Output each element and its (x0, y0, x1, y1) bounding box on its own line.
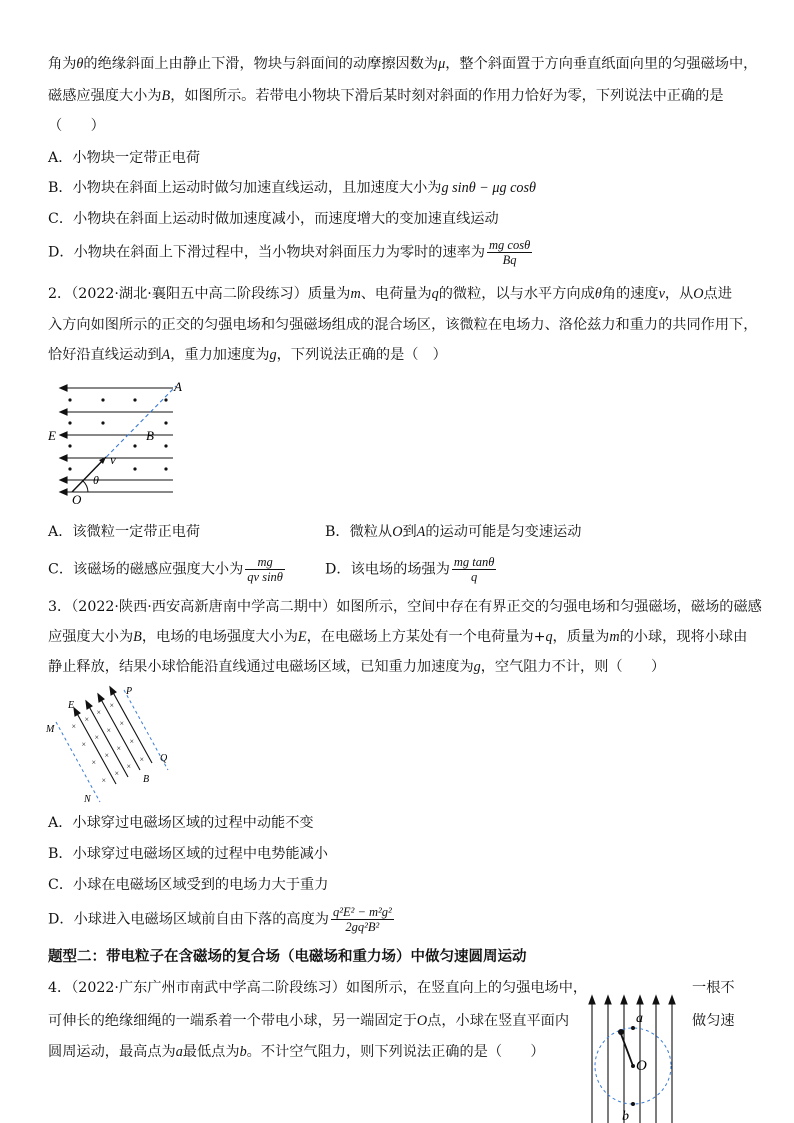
q4-stem-line3: 圆周运动，最高点为a最低点为b。不计空气阻力，则下列说法正确的是（ ） (48, 1044, 545, 1060)
q3-label-E: E (68, 700, 75, 711)
q2-label-B: B (146, 428, 154, 443)
q2-option-a: A．该微粒一定带正电荷 (48, 524, 201, 540)
q2-label-O: O (72, 492, 82, 505)
q3-label-Q: Q (160, 753, 168, 764)
q1-stem-line1: 角为θ的绝缘斜面上由静止下滑，物块与斜面间的动摩擦因数为μ，整个斜面置于方向垂直纸面向里的匀强磁场中， (48, 56, 758, 72)
svg-text:×: × (106, 726, 112, 735)
q2-stem-line2: 入方向如图所示的正交的匀强电场和匀强磁场组成的混合场区，该微粒在电场力、洛伦兹力和重力的共同作用下， (48, 317, 758, 333)
q1-answer-blank: （ ） (48, 118, 105, 134)
q3-stem-line3: 静止释放，结果小球恰能沿直线通过电磁场区域，已知重力加速度为g，空气阻力不计，则（ ） (48, 659, 666, 675)
q4-stem-line1-right: 一根不 (692, 980, 735, 996)
q1-option-a: A．小物块一定带正电荷 (48, 150, 201, 166)
q4-stem-line2: 可伸长的绝缘细绳的一端系着一个带电小球，另一端固定于O点，小球在竖直平面内 (48, 1013, 570, 1029)
svg-text:×: × (126, 762, 132, 771)
q3-label-M: M (46, 724, 55, 735)
svg-text:×: × (101, 776, 107, 785)
q2-stem-line3: 恰好沿直线运动到A，重力加速度为g，下列说法正确的是（ ） (48, 347, 447, 363)
q2-label-v: v (110, 452, 116, 467)
q4-label-a: a (636, 1011, 643, 1026)
svg-text:×: × (81, 740, 87, 749)
svg-text:×: × (94, 733, 100, 742)
svg-text:×: × (119, 719, 125, 728)
q2-option-c-fraction: $\frac{mg}{\text{qv sinθ}}$ (247, 555, 283, 584)
q1-option-b: B．小物块在斜面上运动时做匀加速直线运动，且加速度大小为g sinθ − μg cosθ (48, 180, 536, 196)
q1-option-d: D．小物块在斜面上下滑过程中，当小物块对斜面压力为零时的速率为 $\frac{\text{mg cosθ}}{Bq}$ (48, 238, 531, 267)
q1-option-c: C．小物块在斜面上运动时做加速度减小，而速度增大的变加速直线运动 (48, 211, 499, 227)
svg-text:×: × (96, 708, 102, 717)
svg-text:×: × (129, 737, 135, 746)
q4-label-O: O (636, 1058, 647, 1074)
q3-label-P: P (126, 686, 133, 697)
q3-figure (44, 684, 174, 806)
q2-option-d: D．该电场的场强为 $\frac{\text{mg tanθ}}{q}$ (325, 555, 495, 584)
q2-stem-line1: 2．（2022·湖北·襄阳五中高二阶段练习）质量为m、电荷量为q的微粒，以与水平方向成θ角的速度v，从O点进 (48, 286, 732, 302)
svg-text:×: × (109, 701, 115, 710)
q4-stem-line2-right: 做匀速 (692, 1013, 735, 1029)
q3-option-c: C．小球在电磁场区域受到的电场力大于重力 (48, 877, 329, 893)
svg-text:×: × (139, 755, 145, 764)
q2-label-A: A (174, 380, 182, 394)
q3-stem-line2: 应强度大小为B，电场的电场强度大小为E，在电磁场上方某处有一个电荷量为+q，质量为m的小球，现将小球由 (48, 629, 748, 645)
svg-text:×: × (91, 758, 97, 767)
q3-option-b: B．小球穿过电磁场区域的过程中电势能减小 (48, 846, 328, 862)
q3-label-B: B (143, 774, 150, 785)
q4-stem-line1: 4．（2022·广东广州市南武中学高二阶段练习）如图所示，在竖直向上的匀强电场中， (48, 980, 588, 996)
q1-stem-line2: 磁感应强度大小为B，如图所示。若带电小物块下滑后某时刻对斜面的作用力恰好为零，下列说法中正确的是 (48, 88, 724, 104)
q2-option-b: B．微粒从O到A的运动可能是匀变速运动 (325, 524, 582, 540)
svg-text:×: × (71, 722, 77, 731)
q3-stem-line1: 3．（2022·陕西·西安高新唐南中学高二期中）如图所示，空间中存在有界正交的匀强电场和匀强磁场，磁场的磁感 (48, 599, 762, 615)
svg-text:×: × (84, 715, 90, 724)
q2-figure (48, 380, 188, 505)
svg-text:×: × (104, 751, 110, 760)
q2-label-theta: θ (93, 473, 99, 487)
section-heading: 题型二：带电粒子在含磁场的复合场（电磁场和重力场）中做匀速圆周运动 (48, 949, 527, 965)
q2-label-E: E (48, 428, 56, 443)
svg-text:×: × (114, 769, 120, 778)
q2-option-c: C．该磁场的磁感应强度大小为 $\frac{mg}{\text{qv sinθ}}$ (48, 555, 283, 584)
q4-figure (584, 994, 684, 1123)
q3-option-a: A．小球穿过电磁场区域的过程中动能不变 (48, 815, 314, 831)
q3-label-N: N (84, 794, 91, 805)
svg-text:×: × (116, 744, 122, 753)
q4-label-b: b (622, 1109, 629, 1123)
q1-option-d-fraction: $\frac{\text{mg cosθ}}{Bq}$ (489, 238, 531, 267)
q3-option-d-fraction: $\frac{\text{q²E² − m²g²}}{\text{2gq²B²}}$ (332, 905, 392, 934)
q3-option-d: D．小球进入电磁场区域前自由下落的高度为 $\frac{\text{q²E² − m²g²}}{\text{2gq²B²}}$ (48, 905, 392, 934)
q2-option-d-fraction: $\frac{\text{mg tanθ}}{q}$ (453, 555, 495, 584)
